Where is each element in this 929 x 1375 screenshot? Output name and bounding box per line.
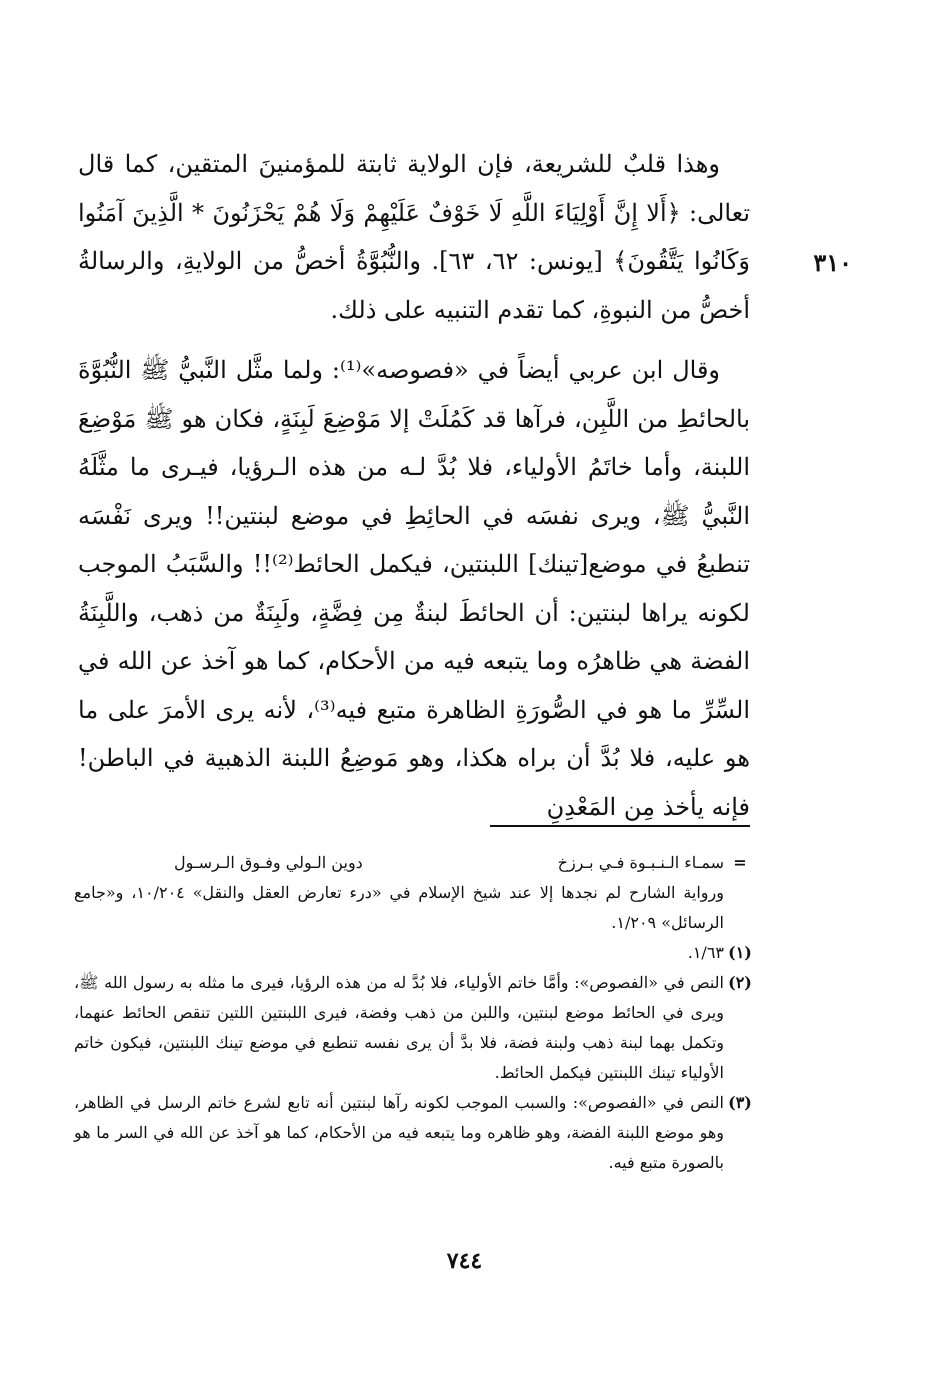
footnote-continuation-text: ورواية الشارح لم نجدها إلا عند شيخ الإسلام في «درء تعارض العقل والنقل» ١٠/٢٠٤، و«جامع الرسائل» ١/٢٠٩. (74, 883, 724, 932)
footnote-continuation-marker: = (733, 853, 747, 872)
margin-reference-number: ٣١٠ (813, 248, 852, 277)
page-number: ٧٤٤ (446, 1248, 483, 1274)
footnote-marker: (١) (728, 943, 752, 962)
footnote-1 (74, 938, 756, 968)
verse-hemistich-left: دوين الـولي وفـوق الـرسـول (174, 853, 363, 872)
footnote-text: النص في «الفصوص»: والسبب الموجب لكونه رآها لبنتين أنه تابع لشرع خاتم الرسل في الظاهر، وهو موضع اللبنة الفضة، وهو ظاهره وما يتبعه فيه من الأحكام، كما هو آخذ عن الله في السر ما هو بالصورة متبع فيه. (74, 1093, 724, 1172)
footnote-marker: (٣) (728, 1093, 752, 1112)
footnote-2 (74, 968, 756, 1088)
footnote-separator (490, 825, 750, 827)
footnote-text: النص في «الفصوص»: وأمَّا خاتم الأولياء، فلا بُدَّ له من هذه الرؤيا، فيرى ما مثله به رسول الله ﷺ، ويرى في الحائط موضع لبنتين، واللبن من ذهب وفضة، فيرى اللبنتين اللتين تنقص الحائط عنهما، وتكمل بهما لبنة ذهب ولبنة فضة، فلا بدَّ أن يرى نفسه تنطبع في موضع تينك اللبنتين، فيكون خاتم الأولياء تينك اللبنتين فيكمل الحائط. (74, 973, 724, 1082)
footnote-text: ١/٦٣. (687, 943, 724, 962)
footnote-marker: (٢) (728, 973, 752, 992)
footnote-continuation (74, 848, 756, 938)
verse-line (74, 848, 724, 878)
paragraph-1: وهذا قلبٌ للشريعة، فإن الولاية ثابتة للمؤمنينَ المتقين، كما قال تعالى: ﴿أَلا إِنَّ أَوْلِيَاءَ اللَّهِ لَا خَوْفٌ عَلَيْهِمْ وَلَا هُمْ يَحْزَنُونَ * الَّذِينَ آمَنُوا وَكَانُوا يَتَّقُونَ﴾ [يونس: ٦٢، ٦٣]. والنُّبُوَّةُ أخصُّ من الولايةِ، والرسالةُ أخصُّ من النبوةِ، كما تقدم التنبيه على ذلك. (78, 150, 751, 324)
verse-hemistich-right: سمـاء الـنـبـوة فـي بـرزخ (557, 853, 724, 872)
footnotes-section (74, 848, 756, 1178)
footnote-3 (74, 1088, 756, 1178)
paragraph-2: وقال ابن عربي أيضاً في «فصوصه»⁽¹⁾: ولما مثَّل النَّبيُّ ﷺ النُّبُوَّةَ بالحائطِ من اللَّبِن، فرآها قد كَمُلَتْ إلا مَوْضِعَ لَبِنَةٍ، فكان هو ﷺ مَوْضِعَ اللبنة، وأما خاتَمُ الأولياء، فلا بُدَّ لـه من هذه الـرؤيا، فيـرى ما مثَّلَهُ النَّبيُّ ﷺ، ويرى نفسَه في الحائِطِ في موضع لبنتين!! ويرى نَفْسَه تنطبعُ في موضع[تينك] اللبنتين، فيكمل الحائط⁽²⁾!! والسَّبَبُ الموجب لكونه يراها لبنتين: أن الحائطَ لبنةٌ مِن فِضَّةٍ، ولَبِنَةٌ من ذهب، واللَّبِنَةُ الفضة هي ظاهرُه وما يتبعه فيه من الأحكام، كما هو آخذ عن الله في السِّرِّ ما هو في الصُّورَةِ الظاهرة متبع فيه⁽³⁾، لأنه يرى الأمرَ على ما هو عليه، فلا بُدَّ أن براه هكذا، وهو مَوضِعُ اللبنة الذهبية في الباطن! فإنه يأخذ مِن المَعْدِنِ (78, 356, 751, 821)
main-text-body (78, 140, 750, 831)
